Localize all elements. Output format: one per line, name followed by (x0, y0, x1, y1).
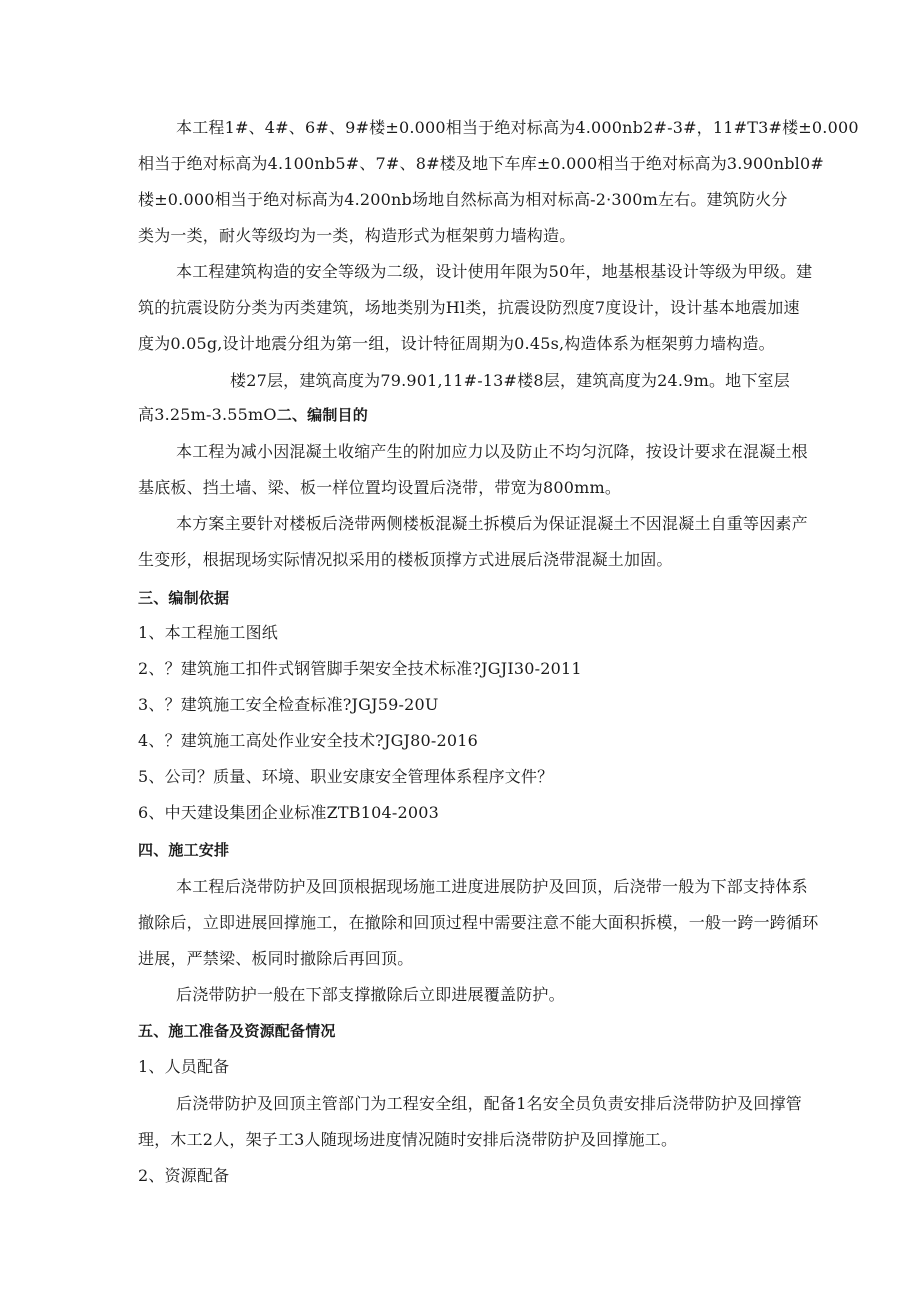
basement-height-text: 高3.25m-3.55mO (138, 405, 277, 424)
subheading-personnel: 1、人员配备 (138, 1057, 230, 1076)
text-line: 本工程1#、4#、6#、9#楼±0.000相当于绝对标高为4.000nb2#-3#，11#T3#楼±0.000 (176, 118, 859, 137)
list-item: 2、？建筑施工扣件式钢管脚手架安全技术标准?JGJI30-2011 (138, 659, 582, 678)
text-line: 本工程为减小因混凝土收缩产生的附加应力以及防止不均匀沉降，按设计要求在混凝土根 (176, 442, 808, 461)
text-line: 撤除后，立即进展回撑施工，在撤除和回顶过程中需要注意不能大面积拆模，一般一跨一跨循环 (138, 913, 819, 932)
heading-purpose: 二、编制目的 (276, 406, 368, 424)
text-line: 楼27层，建筑高度为79.901,11#-13#楼8层，建筑高度为24.9m。地下室层 (230, 371, 790, 390)
list-item: 1、本工程施工图纸 (138, 623, 278, 642)
list-item: 5、公司？质量、环境、职业安康安全管理体系程序文件？ (138, 767, 554, 786)
text-line: 相当于绝对标高为4.100nb5#、7#、8#楼及地下车库±0.000相当于绝对标高为3.900nbl0# (138, 154, 824, 173)
subheading-resources: 2、资源配备 (138, 1166, 230, 1185)
list-item: 6、中天建设集团企业标准ZTB104-2003 (138, 803, 439, 822)
text-line: 本方案主要针对楼板后浇带两侧楼板混凝土拆模后为保证混凝土不因混凝土自重等因素产 (176, 514, 808, 533)
text-line: 理，木工2人，架子工3人随现场进度情况随时安排后浇带防护及回撑施工。 (138, 1130, 678, 1149)
list-item: 3、？建筑施工安全检查标准?JGJ59-20U (138, 695, 439, 714)
text-line: 后浇带防护一般在下部支撑撤除后立即进展覆盖防护。 (176, 985, 565, 1004)
text-line: 基底板、挡土墙、梁、板一样位置均设置后浇带，带宽为800mm。 (138, 478, 622, 497)
list-item: 4、？建筑施工高处作业安全技术?JGJ80-2016 (138, 731, 479, 750)
heading-basis: 三、编制依据 (138, 589, 230, 607)
text-line: 本工程后浇带防护及回顶根据现场施工进度进展防护及回顶，后浇带一般为下部支持体系 (176, 877, 808, 896)
heading-resources: 五、施工准备及资源配备情况 (138, 1022, 336, 1040)
text-line: 后浇带防护及回顶主管部门为工程安全组，配备1名安全员负责安排后浇带防护及回撑管 (176, 1094, 802, 1113)
text-line: 度为0.05g,设计地震分组为第一组，设计特征周期为0.45s,构造体系为框架剪力墙构造。 (138, 334, 775, 353)
text-line: 本工程建筑构造的安全等级为二级，设计使用年限为50年，地基根基设计等级为甲级。建 (176, 262, 813, 281)
heading-arrangement: 四、施工安排 (138, 841, 230, 859)
text-line (138, 405, 368, 425)
text-line: 筑的抗震设防分类为丙类建筑，场地类别为Hl类，抗震设防烈度7度设计，设计基本地震加速 (138, 298, 800, 317)
text-line: 生变形，根据现场实际情况拟采用的楼板顶撑方式进展后浇带混凝土加固。 (138, 550, 673, 569)
text-line: 类为一类，耐火等级均为一类，构造形式为框架剪力墙构造。 (138, 226, 576, 245)
text-line: 进展，严禁梁、板同时撤除后再回顶。 (138, 949, 414, 968)
text-line: 楼±0.000相当于绝对标高为4.200nb场地自然标高为相对标高-2·300m左右。建筑防火分 (138, 190, 788, 209)
